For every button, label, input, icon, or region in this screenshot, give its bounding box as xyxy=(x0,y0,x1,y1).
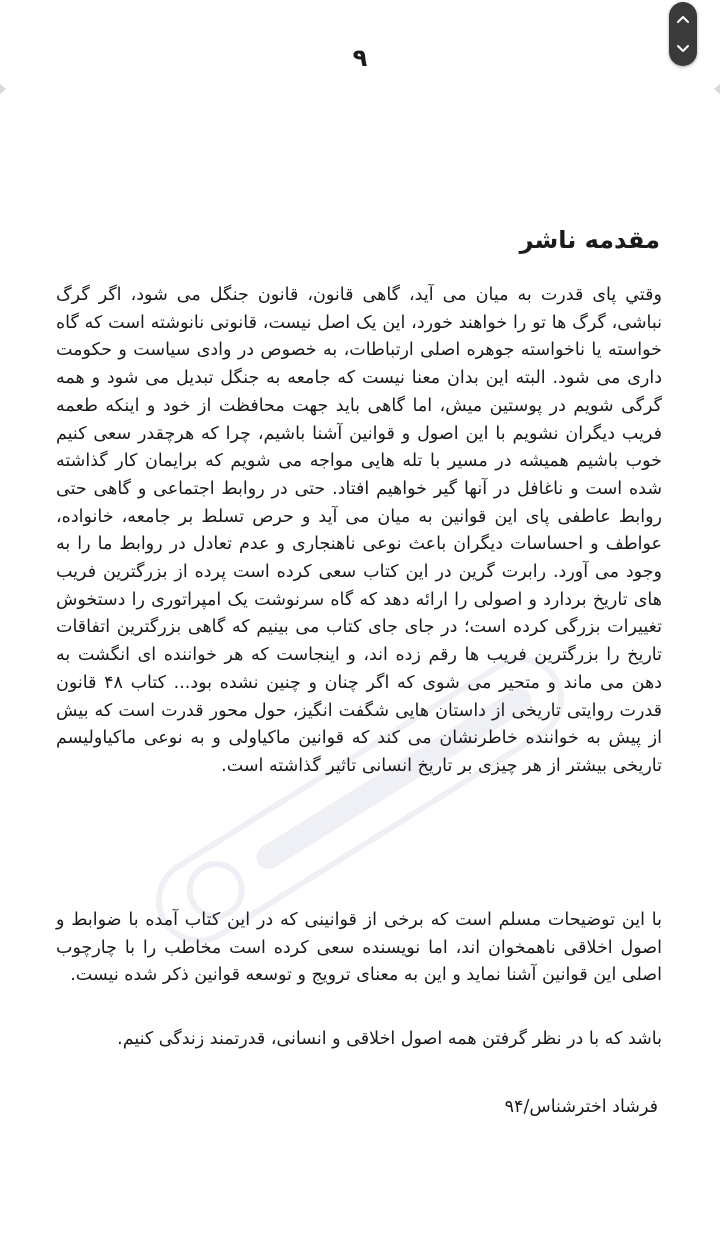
scroll-up-button[interactable] xyxy=(669,4,697,34)
author-signature: فرشاد اخترشناس/۹۴ xyxy=(504,1097,658,1117)
page-edge-marker-left xyxy=(0,84,6,94)
section-heading: مقدمه ناشر xyxy=(519,226,660,254)
body-paragraph: باشد كه با در نظر گرفتن همه اصول اخلاقى و انسانى، قدرتمند زندگى كنيم. xyxy=(117,1029,662,1049)
chevron-down-icon xyxy=(676,44,690,54)
page-number: ۹ xyxy=(352,44,368,72)
body-paragraph: با اين توضيحات مسلم است كه برخى از قوانينى كه در اين كتاب آمده با ضوابط و اصول اخلاقى ناهمخوان اند، اما نويسنده سعى كرده است مخاطب را با چارچوب اصلى اين قوانين آشنا نمايد و اين به معناى ترويج و توسعه قوانين ذكر شده نيست. xyxy=(56,910,662,986)
chevron-up-icon xyxy=(676,14,690,24)
scroll-down-button[interactable] xyxy=(669,34,697,64)
body-paragraph: وقتي پاى قدرت به ميان مى آيد، گاهى قانون، قانون جنگل مى شود، اگر گرگ نباشى، گرگ ها تو را خواهند خورد، اين يک اصل نيست، قانونى نانوشته است كه گاه خواسته يا ناخواسته جوهره اصلى ارتباطات، به خصوص در وادى سياست و حكومت دارى مى شود. البته اين بدان معنا نيست كه جامعه به جنگل تبديل مى شود و همه گرگى شويم در پوستين ميش، اما گاهى بايد جهت محافظت از خود و اينكه طعمه فريب ديگران نشويم با اين اصول و قوانين آشنا باشيم، چرا كه هرچقدر سعى كنيم خوب باشيم هميشه در مسير با تله هايى مواجه مى شويم كه برايمان كار گذاشته شده است و ناغافل در آنها گير خواهيم افتاد. حتى در روابط اجتماعى و گاهى حتى روابط عاطفى پاى اين قوانين به ميان مى آيد و حرص تسلط بر جامعه، خانواده، عواطف و احساسات ديگران باعث نوعى ناهنجارى و عدم تعادل در روابط ما را به وجود مى آورد. رابرت گرين در اين كتاب سعى كرده است پرده از بزرگترين فريب هاى تاريخ بردارد و اصولى را ارائه دهد كه گاه سرنوشت يک امپراتورى را دستخوش تغييرات بزرگى كرده است؛ در جاى جاى كتاب مى بينيم كه گاهى بزرگترين اتفاقات تاريخ را بزرگترين فريب ها رقم زده اند، و اينجاست كه هر خواننده اى انگشت به دهن مى ماند و متحير مى شوى كه اگر چنان و چنين نشده بود... كتاب ۴۸ قانون قدرت روايتى تاريخى از داستان هايى شگفت انگيز، حول محور قدرت است كه بيش از پيش به خواننده خاطرنشان مى كند كه قوانين ماكياولى و به نوعى ماكياوليسم تاريخى بيشتر از هر چيزى بر تاريخ انسانى تاثير گذاشته است. xyxy=(56,285,662,776)
page-scroll-control xyxy=(669,2,697,66)
page-edge-marker-right xyxy=(714,84,720,94)
